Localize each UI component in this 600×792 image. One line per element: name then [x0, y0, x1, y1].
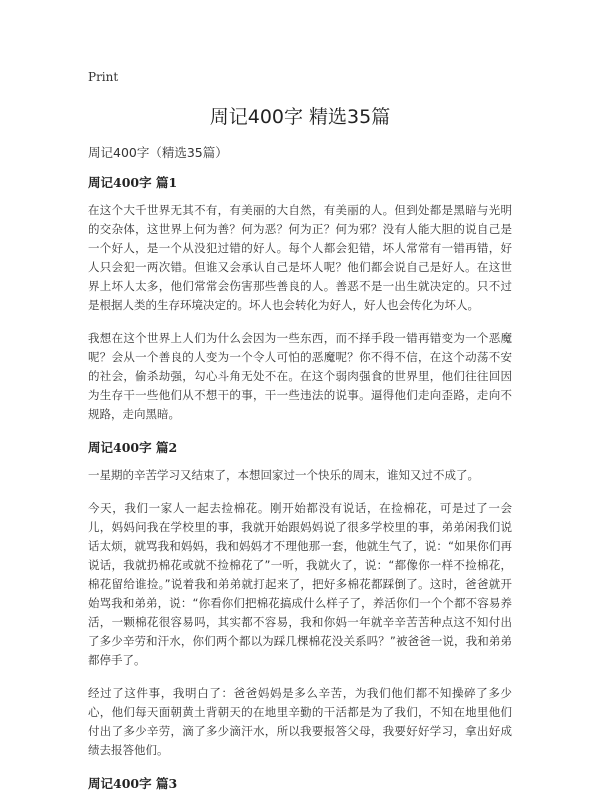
section-heading: 周记400字 篇3	[88, 776, 178, 791]
paragraph: 在这个大千世界无其不有，有美丽的大自然，有美丽的人。但到处都是黑暗与光明的交杂体，这世界上何为善？何为恶？何为正？何为邪？没有人能大胆的说自己是一个好人，是一个从没犯过错的好人。每个人都会犯错，坏人常常有一错再错，好人只会犯一两次错。但谁又会承认自己是坏人呢？他们都会说自己是好人。在这世界上坏人太多，他们常常会伤害那些善良的人。善恶不是一出生就决定的。只不过是根据人类的生存环境决定的。坏人也会转化为好人，好人也会传化为坏人。	[88, 203, 512, 312]
print-label[interactable]: Print	[88, 70, 119, 84]
section-1	[88, 173, 512, 424]
paragraph: 我想在这个世界上人们为什么会因为一些东西，而不择手段一错再错变为一个恶魔呢？会从一个善良的人变为一个令人可怕的恶魔呢？你不得不信，在这个动荡不安的社会，偷杀劫强，勾心斗角无处不在。在这个弱肉强食的世界里，他们往往回因为生存干一些他们从不想干的事，干一些违法的说事。逼得他们走向歪路，走向不规路，走向黑暗。	[88, 331, 512, 421]
section-3	[88, 774, 512, 792]
page-title: 周记400字 精选35篇	[209, 106, 391, 128]
section-heading: 周记400字 篇2	[88, 440, 178, 455]
paragraph: 一星期的辛苦学习又结束了，本想回家过一个快乐的周末，谁知又过不成了。	[88, 468, 479, 482]
paragraph: 今天，我们一家人一起去捡棉花。刚开始都没有说话，在捡棉花，可是过了一会儿，妈妈问我在学校里的事，我就开始跟妈妈说了很多学校里的事，弟弟闲我们说话太烦，就骂我和妈妈，我和妈妈才不理他那一套，他就生气了，说：“如果你们再说话，我就扔棉花或就不捡棉花了”一听，我就火了，说：“都像你一样不捡棉花，棉花留给谁捡。”说着我和弟弟就打起来了，把好多棉花都踩倒了。这时，爸爸就开始骂我和弟弟，说：“你看你们把棉花搞成什么样子了，养活你们一个个都不容易养活，一颗棉花很容易吗，其实都不容易，我和你妈一年就辛辛苦苦种点这不知付出了多少辛劳和汗水，你们两个都以为踩几棵棉花没关系吗？”被爸爸一说，我和弟弟都停手了。	[88, 501, 512, 667]
document-subtitle: 周记400字（精选35篇）	[88, 145, 228, 160]
section-2	[88, 438, 512, 760]
paragraph: 经过了这件事，我明白了：爸爸妈妈是多么辛苦，为我们他们都不知操碎了多少心，他们每天面朝黄土背朝天的在地里辛勤的干活都是为了我们，不知在地里他们付出了多少辛劳，滴了多少滴汗水，所以我要报答父母，我要好好学习，拿出好成绩去报答他们。	[88, 686, 512, 757]
section-heading: 周记400字 篇1	[88, 175, 178, 190]
